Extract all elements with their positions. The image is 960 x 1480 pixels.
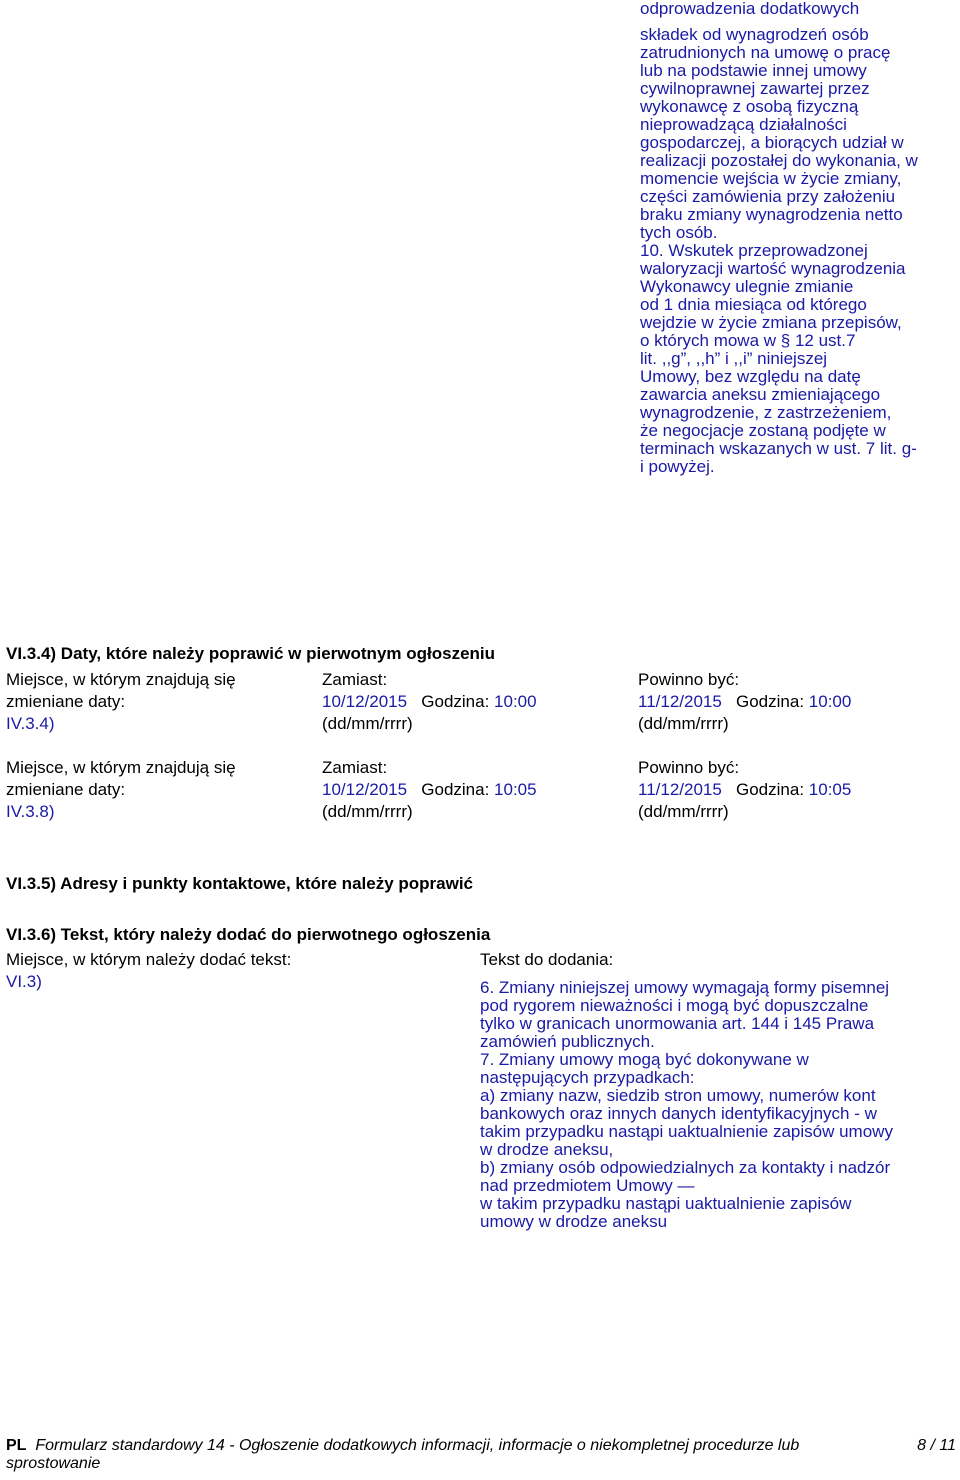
section-addresses-heading: VI.3.5) Adresy i punkty kontaktowe, które należy poprawić [6, 874, 474, 893]
footer-title-cont: sprostowanie [6, 1455, 101, 1472]
should-label: Powinno być: [638, 670, 740, 689]
should-hour: 10:00 [808, 692, 852, 711]
place-label: Miejsce, w którym znajdują się zmieniane daty: [6, 758, 236, 799]
instead-date: 10/12/2015 [322, 692, 408, 711]
should-label: Powinno być: [638, 758, 740, 777]
hour-label: Godzina: [736, 780, 805, 799]
instead-date-line [322, 779, 537, 801]
instead-label: Zamiast: [322, 670, 388, 689]
should-date: 11/12/2015 [638, 692, 722, 711]
should-hour: 10:05 [808, 780, 852, 799]
should-date-line [638, 691, 851, 713]
date-format: (dd/mm/rrrr) [322, 714, 413, 733]
footer-lang: PL [6, 1437, 27, 1454]
date-format: (dd/mm/rrrr) [638, 802, 729, 821]
place-label: Miejsce, w którym znajdują się zmieniane daty: [6, 670, 236, 711]
text-to-add-body: 6. Zmiany niniejszej umowy wymagają formy pisemnej pod rygorem nieważności i mogą być dopuszczalne tylko w granicach unormowania art. 144 i 145 Prawa zamówień publicznych. 7. Zmiany umowy mogą być dokonywane w następujących przypadkach: a) zmiany nazw, siedzib stron umowy, numerów kont bankowych oraz innych danych identyfikacyjnych - w takim przypadku nastąpi uaktualnienie zapisów umowy w drodze aneksu, b) zmiany osób odpowiedzialnych za kontakty i nadzór nad przedmiotem Umowy — w takim przypadku nastąpi uaktualnienie zapisów umowy w drodze aneksu [480, 978, 893, 1231]
text-place-label: Miejsce, w którym należy dodać tekst: [6, 950, 292, 969]
hour-label: Godzina: [421, 692, 490, 711]
instead-date: 10/12/2015 [322, 780, 408, 799]
date-format: (dd/mm/rrrr) [322, 802, 413, 821]
footer-page-number: 8 / 11 [917, 1437, 956, 1454]
footer-title: Formularz standardowy 14 - Ogłoszenie dodatkowych informacji, informacje o niekompletnej procedurze lub [35, 1437, 800, 1454]
page-footer [6, 1437, 956, 1473]
instead-date-line [322, 691, 537, 713]
text-paragraph: składek od wynagrodzeń osób zatrudnionych na umowę o pracę lub na podstawie innej umowy cywilnoprawnej zawartej przez wykonawcę z osobą fizyczną nieprowadzącą działalności gospodarczej, a biorących udział w realizacji pozostałej do wykonania, w momencie wejścia w życie zmiany, części zamówienia przy założeniu braku zmiany wynagrodzenia netto tych osób. 10. Wskutek przeprowadzonej waloryzacji wartość wynagrodzenia Wykonawcy ulegnie zmianie od 1 dnia miesiąca od którego wejdzie w życie zmiana przepisów, o których mowa w § 12 ust.7 lit. ,,g”, ,,h” i ,,i” niniejszej Umowy, bez względu na datę zawarcia aneksu zmieniającego wynagrodzenie, z zastrzeżeniem, że negocjacje zostaną podjęte w terminach wskazanych w ust. 7 lit. g- i powyżej. [640, 25, 918, 476]
instead-label: Zamiast: [322, 758, 388, 777]
text-to-add-label: Tekst do dodania: [480, 950, 614, 969]
instead-hour: 10:05 [494, 780, 537, 799]
should-date: 11/12/2015 [638, 780, 722, 799]
place-value: IV.3.4) [6, 714, 55, 733]
continued-contract-text [640, 0, 956, 476]
place-value: IV.3.8) [6, 802, 55, 821]
instead-hour: 10:00 [494, 692, 537, 711]
text-place-value: VI.3) [6, 972, 42, 991]
section-dates-heading: VI.3.4) Daty, które należy poprawić w pierwotnym ogłoszeniu [6, 644, 496, 663]
text-line-first: odprowadzenia dodatkowych [640, 0, 860, 18]
hour-label: Godzina: [736, 692, 805, 711]
date-format: (dd/mm/rrrr) [638, 714, 729, 733]
section-text-heading: VI.3.6) Tekst, który należy dodać do pierwotnego ogłoszenia [6, 925, 491, 944]
hour-label: Godzina: [421, 780, 490, 799]
should-date-line [638, 779, 851, 801]
